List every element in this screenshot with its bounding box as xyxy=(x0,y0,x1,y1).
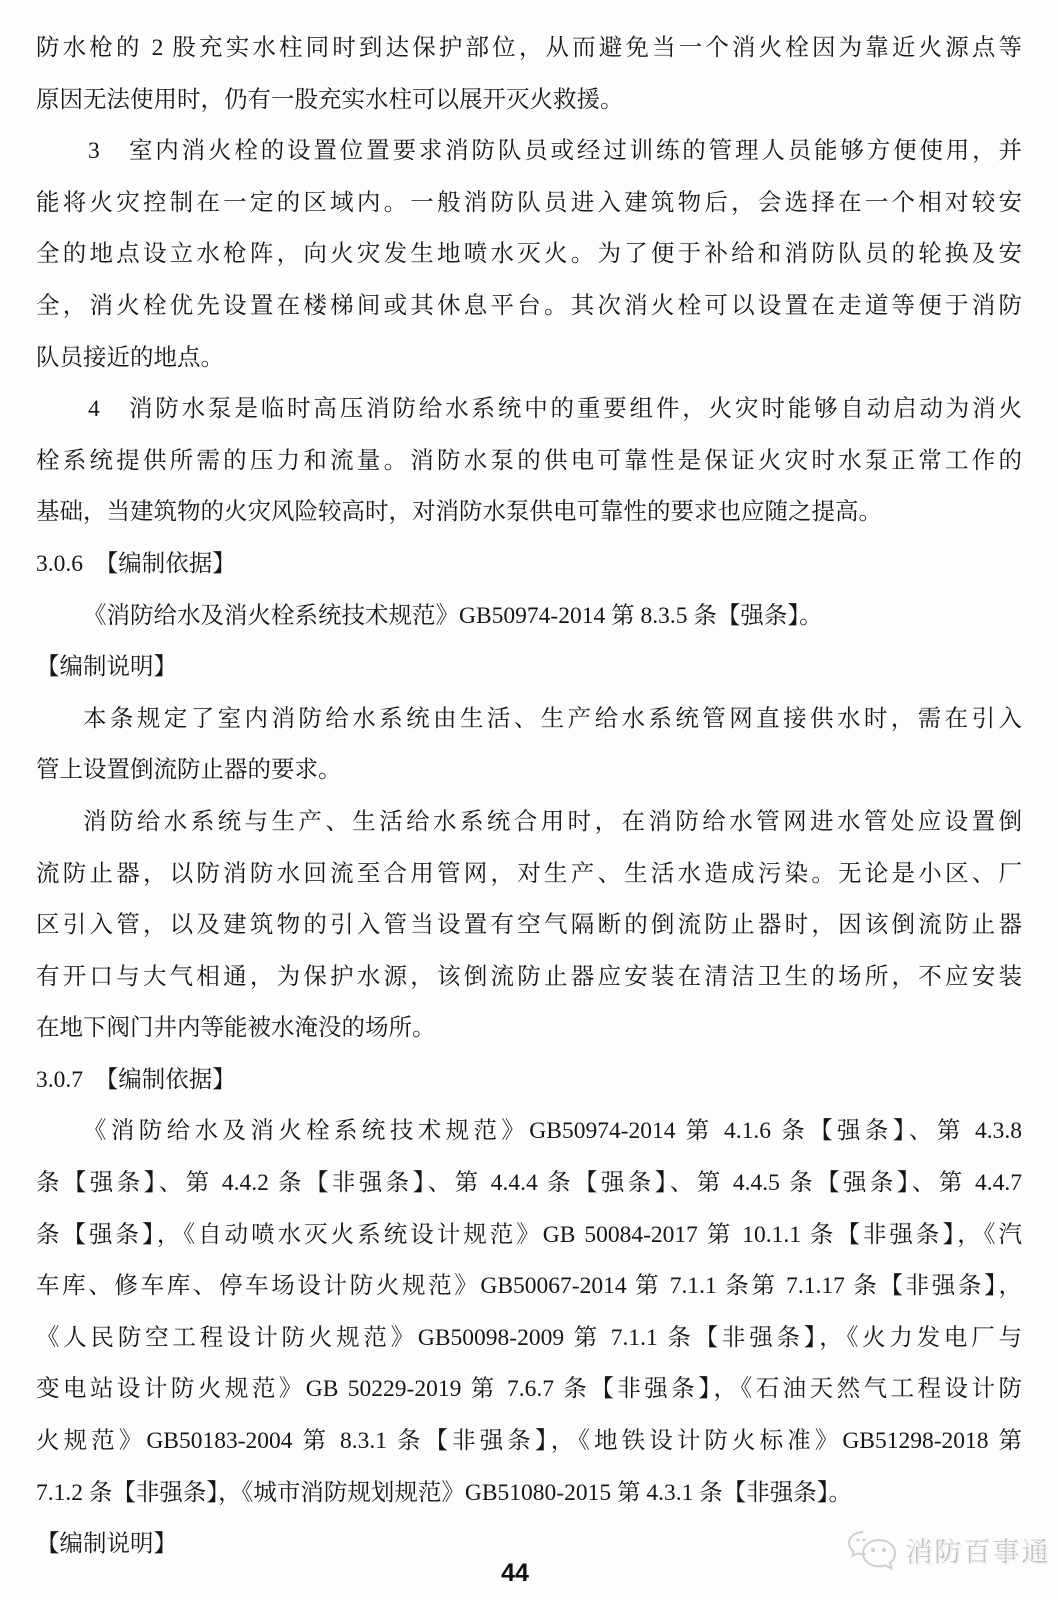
text-line: 管上设置倒流防止器的要求。 xyxy=(36,757,342,784)
text-line: 有开口与大气相通，为保护水源，该倒流防止器应安装在清洁卫生的场所，不应安装 xyxy=(36,963,1022,990)
text-line: 《消防给水及消火栓系统技术规范》GB50974-2014 第 8.3.5 条【强条】。 xyxy=(83,602,823,629)
text-line: 火规范》GB50183-2004 第 8.3.1 条【非强条】，《地铁设计防火标准》GB51298-2018 第 xyxy=(36,1428,1022,1455)
text-line: 《人民防空工程设计防火规范》GB50098-2009 第 7.1.1 条【非强条】，《火力发电厂与 xyxy=(36,1324,1022,1351)
text-line: 全的地点设立水枪阵，向火灾发生地喷水灭火。为了便于补给和消防队员的轮换及安 xyxy=(36,241,1022,268)
text-line: 在地下阀门井内等能被水淹没的场所。 xyxy=(36,1015,436,1042)
text-line: 《消防给水及消火栓系统技术规范》GB50974-2014 第 4.1.6 条【强条】、第 4.3.8 xyxy=(83,1118,1022,1145)
text-line: 区引入管，以及建筑物的引入管当设置有空气隔断的倒流防止器时，因该倒流防止器 xyxy=(36,912,1022,939)
text-line: 变电站设计防火规范》GB 50229-2019 第 7.6.7 条【非强条】，《石油天然气工程设计防 xyxy=(36,1376,1022,1403)
text-line: 车库、修车库、停车场设计防火规范》GB50067-2014 第 7.1.1 条第 7.1.17 条【非强条】， xyxy=(36,1273,1022,1300)
text-line: 全，消火栓优先设置在楼梯间或其休息平台。其次消火栓可以设置在走道等便于消防 xyxy=(36,292,1022,319)
text-line: 7.1.2 条【非强条】，《城市消防规划规范》GB51080-2015 第 4.3.1 条【非强条】。 xyxy=(36,1479,852,1506)
text-line: 条【强条】、第 4.4.2 条【非强条】、第 4.4.4 条【强条】、第 4.4.5 条【强条】、第 4.4.7 xyxy=(36,1170,1022,1197)
text-line: 消防给水系统与生产、生活给水系统合用时，在消防给水管网进水管处应设置倒 xyxy=(83,808,1022,835)
section-heading: 3.0.6 【编制依据】 xyxy=(36,550,236,577)
text-line: 3 室内消火栓的设置位置要求消防队员或经过训练的管理人员能够方便使用，并 xyxy=(88,138,1022,165)
text-line: 本条规定了室内消防给水系统由生活、生产给水系统管网直接供水时，需在引入 xyxy=(83,705,1022,732)
text-line: 基础，当建筑物的火灾风险较高时，对消防水泵供电可靠性的要求也应随之提高。 xyxy=(36,499,882,526)
watermark-text: 消防百事通 xyxy=(907,1538,1052,1569)
page-number: 44 xyxy=(501,1559,529,1587)
text-line: 队员接近的地点。 xyxy=(36,344,224,371)
text-line: 流防止器，以防消防水回流至合用管网，对生产、生活水造成污染。无论是小区、厂 xyxy=(36,860,1022,887)
text-line: 栓系统提供所需的压力和流量。消防水泵的供电可靠性是保证火灾时水泵正常工作的 xyxy=(36,447,1022,474)
page-body-text xyxy=(36,23,1022,1571)
section-heading: 【编制说明】 xyxy=(36,1531,177,1558)
text-line: 能将火灾控制在一定的区域内。一般消防队员进入建筑物后，会选择在一个相对较安 xyxy=(36,189,1022,216)
section-heading: 【编制说明】 xyxy=(36,654,177,681)
text-line: 防水枪的 2 股充实水柱同时到达保护部位，从而避免当一个消火栓因为靠近火源点等 xyxy=(36,35,1022,61)
text-line: 条【强条】，《自动喷水灭火系统设计规范》GB 50084-2017 第 10.1.1 条【非强条】，《汽 xyxy=(36,1221,1022,1248)
text-line: 4 消防水泵是临时高压消防给水系统中的重要组件，火灾时能够自动启动为消火 xyxy=(88,396,1022,423)
text-line: 原因无法使用时，仍有一股充实水柱可以展开灭火救援。 xyxy=(36,86,624,113)
section-heading: 3.0.7 【编制依据】 xyxy=(36,1066,236,1093)
